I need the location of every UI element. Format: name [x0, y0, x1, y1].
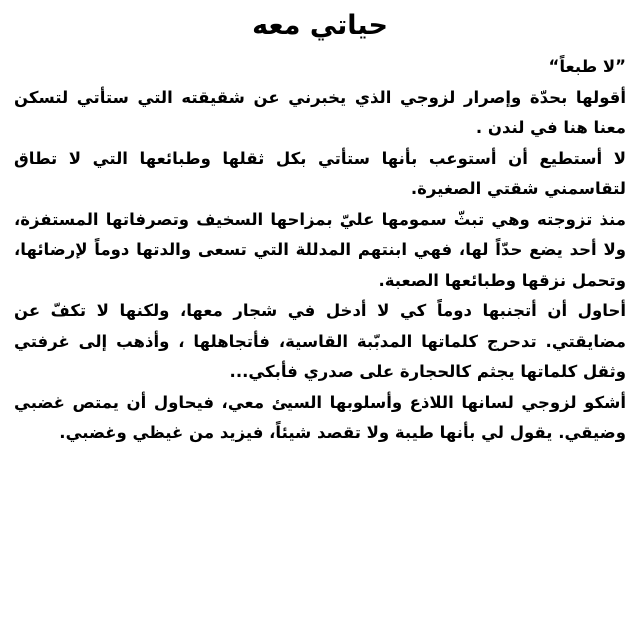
paragraph: أقولها بحدّة وإصرار لزوجي الذي يخبرني عن شقيقته التي ستأتي لتسكن معنا هنا في لندن . — [14, 87, 626, 137]
paragraph: منذ تزوجته وهي تبثّ سمومها عليّ بمزاحها السخيف وتصرفاتها المستفزة، ولا أحد يضع حدّاً لها، فهي ابنتهم المدللة التي تسعى والدتها دوماً لإرضائها، وتحمل نزقها وطبائعها الصعبة. — [14, 209, 626, 290]
paragraph: أشكو لزوجي لسانها اللاذع وأسلوبها السيئ معي، فيحاول أن يمتص غضبي وضيقي. يقول لي بأنها طيبة ولا تقصد شيئاً، فيزيد من غيظي وغضبي. — [14, 392, 626, 442]
paragraph-quote: ”لا طبعاً“ — [548, 57, 626, 76]
paragraph: لا أستطيع أن أستوعب بأنها ستأتي بكل ثقلها وطبائعها التي لا تطاق لتقاسمني شقتي الصغيرة. — [14, 148, 626, 198]
page-title: حياتي معه — [252, 10, 388, 41]
article-body — [14, 52, 626, 449]
paragraph: أحاول أن أتجنبها دوماً كي لا أدخل في شجار معها، ولكنها لا تكفّ عن مضايقتي. تدحرج كلماتها المدبّبة القاسية، فأتجاهلها ، وأذهب إلى غرفتي وثقل كلماتها يجثم كالحجارة على صدري فأبكي... — [14, 301, 626, 381]
